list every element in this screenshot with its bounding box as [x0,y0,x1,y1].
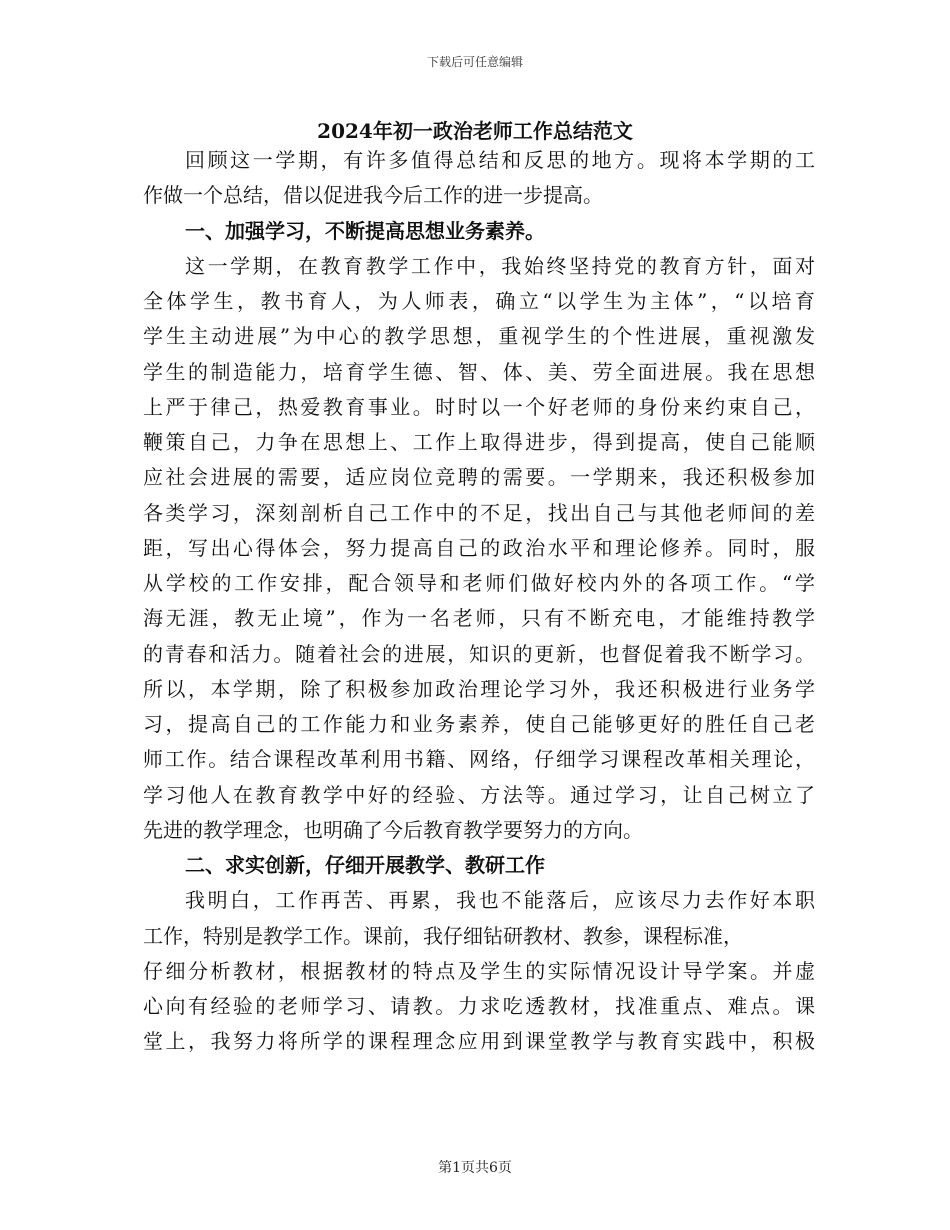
paragraph-line: 学习他人在教育教学中好的经验、方法等。通过学习，让自己树立了 [143,782,815,807]
paragraph-line: 的青春和活力。随着社会的进展，知识的更新，也督促着我不断学习。 [143,641,815,666]
paragraph-line: 距，写出心得体会，努力提高自己的政治水平和理论修养。同时，服 [143,535,815,560]
page-number: 第1页共6页 [438,1160,512,1176]
document-body [143,143,815,1060]
paragraph-line: 心向有经验的老师学习、请教。力求吃透教材，找准重点、难点。课 [143,994,815,1018]
document-title: 2024年初一政治老师工作总结范文 [317,119,633,143]
paragraph-line: 学生的制造能力，培育学生德、智、体、美、劳全面进展。我在思想 [143,359,815,384]
section-heading: 二、求实创新，仔细开展教学、教研工作 [185,853,545,877]
paragraph-line: 海无涯，教无止境”，作为一名老师，只有不断充电，才能维持教学 [143,606,815,631]
paragraph-line: 鞭策自己，力争在思想上、工作上取得进步，得到提高，使自己能顺 [143,430,815,454]
paragraph-line: 先进的教学理念，也明确了今后教育教学要努力的方向。 [143,817,643,842]
paragraph-line: 堂上，我努力将所学的课程理念应用到课堂教学与教育实践中，积极 [143,1029,815,1054]
paragraph-line: 所以，本学期，除了积极参加政治理论学习外，我还积极进行业务学 [143,676,815,701]
paragraph-line: 师工作。结合课程改革利用书籍、网络，仔细学习课程改革相关理论， [143,747,815,772]
page-header-note: 下载后可任意编辑 [426,55,523,69]
paragraph-line: 学生主动进展”为中心的教学思想，重视学生的个性进展，重视激发 [143,324,815,349]
paragraph-line: 仔细分析教材，根据教材的特点及学生的实际情况设计导学案。并虚 [143,958,815,983]
paragraph-line: 作做一个总结，借以促进我今后工作的进一步提高。 [143,183,603,208]
paragraph-line: 应社会进展的需要，适应岗位竞聘的需要。一学期来，我还积极参加 [143,465,815,490]
paragraph-line: 习，提高自己的工作能力和业务素养，使自己能够更好的胜任自己老 [143,712,815,736]
paragraph-line: 上严于律己，热爱教育事业。时时以一个好老师的身份来约束自己， [143,394,815,419]
paragraph-line: 各类学习，深刻剖析自己工作中的不足，找出自己与其他老师间的差 [143,500,815,525]
paragraph-line: 从学校的工作安排，配合领导和老师们做好校内外的各项工作。“学 [143,571,815,595]
paragraph-line: 全体学生，教书育人，为人师表，确立“以学生为主体”，“以培育 [143,289,815,313]
paragraph-line: 回顾这一学期，有许多值得总结和反思的地方。现将本学期的工 [185,148,815,172]
paragraph-line: 我明白，工作再苦、再累，我也不能落后，应该尽力去作好本职 [185,888,815,913]
section-heading: 一、加强学习，不断提高思想业务素养。 [185,218,545,243]
paragraph-line: 这一学期，在教育教学工作中，我始终坚持党的教育方针，面对 [185,253,815,278]
paragraph-line: 工作，特别是教学工作。课前，我仔细钻研教材、教参，课程标准， [143,923,743,948]
